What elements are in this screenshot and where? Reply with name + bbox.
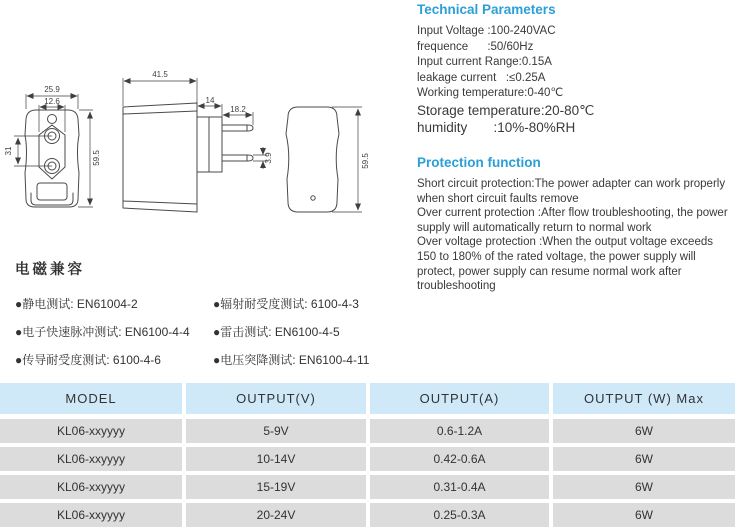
dim-front-pin-area: 12.6: [44, 97, 60, 106]
emc-test-radiated: ●辐射耐受度测试: 6100-4-3: [213, 297, 359, 311]
cell-output-a: 0.6-1.2A: [370, 419, 549, 443]
dim-side-plug-depth: 14: [205, 96, 215, 105]
table-row: [0, 503, 735, 527]
output-spec-table: [0, 383, 735, 530]
cell-model: KL06-xxyyyy: [0, 503, 182, 527]
back-led-hole: [311, 196, 315, 200]
param-humidity: humidity :10%-80%RH: [417, 119, 576, 135]
table-row: [0, 447, 735, 471]
technical-parameters-section: [417, 2, 731, 136]
dim-side-body-width: 41.5: [152, 70, 168, 79]
cell-output-a: 0.25-0.3A: [370, 503, 549, 527]
emc-test-surge: ●雷击测试: EN6100-4-5: [213, 325, 340, 339]
bottom-pin: [222, 155, 253, 161]
side-view-drawing: [123, 70, 273, 212]
param-frequency: frequence :50/60Hz: [417, 40, 534, 53]
front-view-drawing: [4, 85, 101, 207]
emc-left-column: [15, 295, 213, 379]
param-input-current: Input current Range:0.15A: [417, 56, 552, 68]
protection-function-title: Protection function: [417, 155, 541, 170]
table-row: [0, 419, 735, 443]
protection-over-voltage: Over voltage protection :When the output voltage exceeds 150 to 180% of the rated voltage, the power supply will protect, power supply can resume normal work after troubleshooting: [417, 236, 713, 293]
dim-front-height: 59.5: [92, 150, 101, 166]
emc-test-static: ●静电测试: EN61004-2: [15, 297, 138, 311]
cell-model: KL06-xxyyyy: [0, 447, 182, 471]
emc-test-list: [15, 295, 415, 379]
front-usb-slot: [37, 183, 67, 200]
dim-back-height: 59.5: [361, 153, 370, 169]
protection-function-section: [417, 155, 733, 294]
cell-output-a: 0.42-0.6A: [370, 447, 549, 471]
cell-output-v: 15-19V: [186, 475, 366, 499]
cell-output-v: 5-9V: [186, 419, 366, 443]
cell-output-v: 20-24V: [186, 503, 366, 527]
technical-drawings: [0, 55, 380, 240]
protection-over-current: Over current protection :After flow troubleshooting, the power supply will automatically return to normal work: [417, 207, 728, 234]
emc-test-voltage-dip: ●电压突降测试: EN6100-4-11: [213, 353, 370, 367]
cell-output-w: 6W: [553, 475, 735, 499]
cell-output-w: 6W: [553, 503, 735, 527]
dim-front-width: 25.9: [44, 85, 60, 94]
dim-side-pin-length: 18.2: [230, 105, 246, 114]
cell-output-w: 6W: [553, 447, 735, 471]
top-pin: [222, 125, 253, 131]
cell-model: KL06-xxyyyy: [0, 475, 182, 499]
back-view-drawing: [286, 107, 370, 212]
emc-right-column: [213, 295, 369, 379]
table-header-row: [0, 383, 735, 414]
param-storage-temperature: Storage temperature:20-80℃: [417, 102, 595, 118]
param-input-voltage: Input Voltage :100-240VAC: [417, 25, 556, 37]
cell-output-w: 6W: [553, 419, 735, 443]
protection-short-circuit: Short circuit protection:The power adapter can work properly when short circuit faults remove: [417, 178, 726, 205]
dim-side-pin-thickness: 3.9: [264, 152, 273, 164]
technical-parameters-list: [417, 24, 731, 136]
front-top-hole: [48, 115, 57, 124]
param-working-temperature: Working temperature:0-40℃: [417, 87, 564, 99]
header-model: MODEL: [0, 383, 182, 414]
table-row: [0, 475, 735, 499]
emc-test-conducted: ●传导耐受度测试: 6100-4-6: [15, 353, 161, 367]
cell-output-a: 0.31-0.4A: [370, 475, 549, 499]
cell-model: KL06-xxyyyy: [0, 419, 182, 443]
header-output-w: OUTPUT (W) Max: [553, 383, 735, 414]
cell-output-v: 10-14V: [186, 447, 366, 471]
emc-test-fast-pulse: ●电子快速脉冲测试: EN6100-4-4: [15, 325, 190, 339]
technical-parameters-title: Technical Parameters: [417, 2, 556, 17]
header-output-v: OUTPUT(V): [186, 383, 366, 414]
param-leakage-current: leakage current :≤0.25A: [417, 71, 546, 84]
dim-front-pin-spacing: 31: [4, 146, 13, 156]
emc-section: [15, 258, 415, 379]
emc-title: 电磁兼容: [15, 262, 85, 278]
header-output-a: OUTPUT(A): [370, 383, 549, 414]
